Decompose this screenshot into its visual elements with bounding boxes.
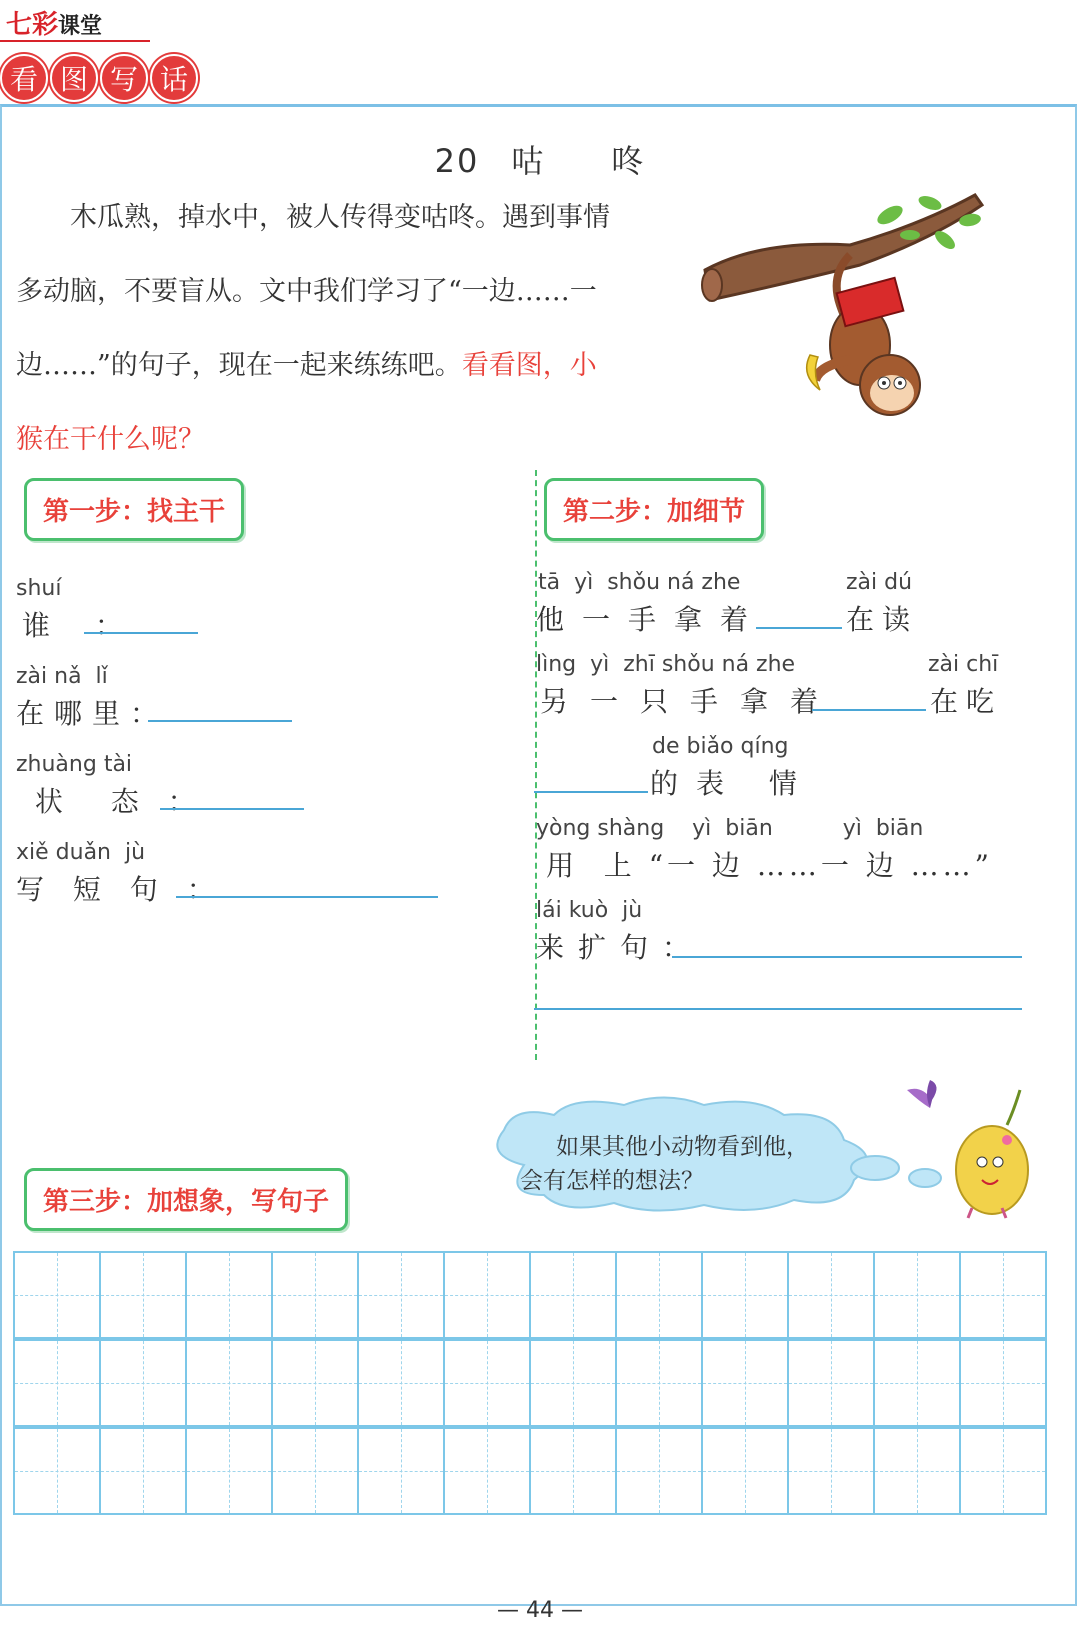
phrase-eating: 在吃 (930, 685, 1003, 718)
bubble-text (520, 1130, 809, 1198)
answer-blank-who[interactable] (84, 632, 198, 634)
answer-blank-expand-2[interactable] (534, 1008, 1022, 1010)
step-2-label: 第二步：加细节 (544, 478, 764, 541)
badge-char: 看 (0, 54, 48, 102)
intro-text: 边……”的句子，现在一起来练练吧。 (16, 350, 462, 381)
step-1-label: 第一步：找主干 (24, 478, 244, 541)
brand-logo (6, 4, 102, 41)
writing-grid-row[interactable] (13, 1251, 1047, 1339)
pinyin: zài chī (928, 652, 999, 677)
lesson-number: 20 (434, 142, 480, 180)
badge-char: 写 (100, 54, 148, 102)
pinyin: zài dú (846, 570, 913, 595)
intro-line-3 (16, 328, 676, 404)
pinyin: zài nǎ lǐ (16, 664, 108, 689)
writing-grid-row[interactable] (13, 1339, 1047, 1427)
monkey-reading-illustration (700, 185, 990, 430)
answer-blank-expression[interactable] (534, 791, 648, 793)
field-label-who: 谁 ： (22, 609, 141, 642)
answer-blank-expand-1[interactable] (672, 956, 1022, 958)
answer-blank-other-hand[interactable] (812, 709, 926, 711)
brand-suffix: 课堂 (58, 14, 103, 39)
brand-name: 七彩 (6, 10, 59, 40)
intro-line-4: 猴在干什么呢？ (16, 424, 205, 455)
phrase-expression: 的表 情 (650, 767, 815, 800)
section-badges (0, 54, 198, 102)
badge-char: 图 (50, 54, 98, 102)
brand-underline (0, 40, 150, 42)
phrase-expand-sentence: 来扩句： (536, 931, 705, 964)
badge-char: 话 (150, 54, 198, 102)
pinyin: lái kuò jù (536, 898, 643, 923)
intro-line-2: 多动脑，不要盲从。文中我们学习了“一边……一 (16, 276, 597, 307)
column-divider (535, 470, 537, 1060)
intro-prompt: 看看图，小 (461, 350, 597, 381)
bubble-line: 如果其他小动物看到他， (556, 1134, 809, 1160)
pinyin: tā yì shǒu ná zhe (538, 570, 741, 595)
phrase-reading: 在读 (846, 603, 919, 636)
title-char: 咕 (511, 142, 546, 180)
answer-blank-state[interactable] (160, 808, 304, 810)
writing-grid-row[interactable] (13, 1427, 1047, 1515)
page-number: — 44 — (497, 1598, 583, 1623)
pinyin: zhuàng tài (16, 752, 133, 777)
field-label-where: 在哪里： (16, 697, 169, 730)
pinyin: lìng yì zhī shǒu ná zhe (536, 652, 796, 677)
answer-blank-short-sentence[interactable] (176, 896, 438, 898)
bubble-line: 会有怎样的想法？ (520, 1168, 704, 1194)
lesson-title (0, 136, 1080, 182)
answer-blank-holding[interactable] (756, 627, 842, 629)
title-char: 咚 (611, 142, 646, 180)
pinyin: yòng shàng yì biān yì biān (536, 816, 924, 841)
answer-blank-where[interactable] (148, 720, 292, 722)
pinyin: shuí (16, 576, 62, 601)
field-label-short-sentence: 写 短 句 ： (16, 873, 225, 906)
field-label-state: 状 态 ： (16, 785, 206, 818)
pinyin: de biǎo qíng (652, 734, 789, 759)
phrase-holding: 他一手拿着 (536, 603, 767, 636)
intro-line-1: 木瓜熟，掉水中，被人传得变咕咚。遇到事情 (70, 202, 610, 233)
step-3-label: 第三步：加想象，写句子 (24, 1168, 348, 1231)
phrase-use-yibian: 用 上 “一 边 ……一 边 ……” (546, 849, 993, 882)
phrase-other-hand: 另一只手拿着 (540, 685, 841, 718)
papaya-character-illustration (902, 1080, 1032, 1220)
pinyin: xiě duǎn jù (16, 840, 146, 865)
